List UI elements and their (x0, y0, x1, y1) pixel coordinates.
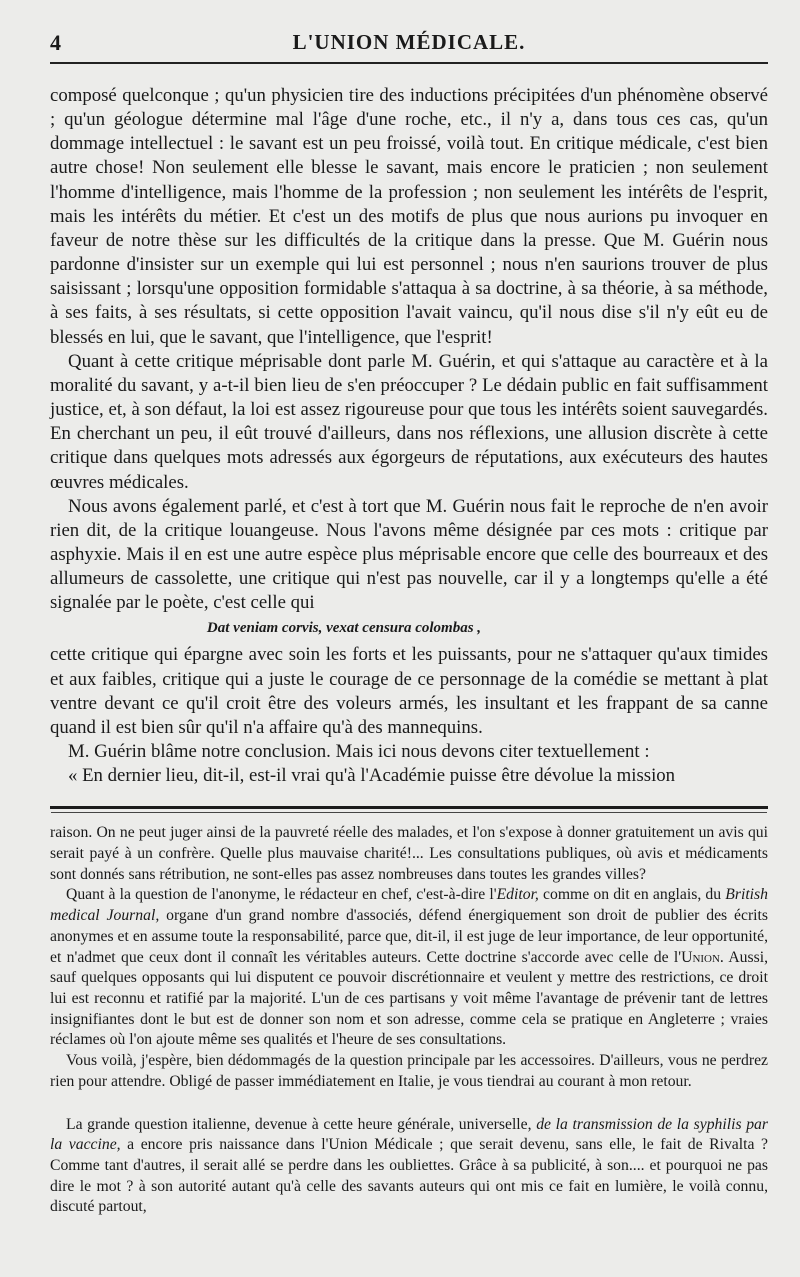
latin-quotation: Dat veniam corvis, vexat censura colombas , (206, 620, 482, 637)
page-header (50, 22, 768, 64)
feuilleton-p2-text-d: Aussi, sauf quelques opposants qui lui disputent ce pouvoir discrétionnaire et veulent y mettre des restrictions, ce droit lui est reconnu et ratifié par la majorité. L'un de ces partisans y voit même l'avantage de prévenir tant de lettres insignifiantes dont le but est de donner son nom et son adresse, comme cela se pratique en Angleterre ; vraies réclames où l'on ajoute même ses qualités et l'heure de ses consultations. (50, 948, 769, 1049)
article-paragraph-2: Quant à cette critique méprisable dont parle M. Guérin, et qui s'attaque au caractère et à la moralité du savant, y a-t-il bien lieu de s'en préoccuper ? Le dédain public en fait suffisamment justice, et, à son défaut, la loi est assez rigoureuse pour que tous les intérêts soient sauvegardés. En cherchant un peu, il eût trouvé d'ailleurs, dans nos réflexions, une allusion discrète à cette critique dans quelques mots adressés aux égorgeurs de réputations, aux exécuteurs des hautes œuvres médicales. (50, 350, 768, 493)
feuilleton-divider (50, 806, 768, 809)
closing-text-a: La grande question italienne, devenue à cette heure générale, universelle, (66, 1115, 537, 1133)
editor-term: Editor, (496, 886, 539, 904)
bmj-title: British medical Journal, (50, 886, 768, 925)
section-gap (50, 1093, 768, 1115)
feuilleton-paragraph-1: raison. On ne peut juger ainsi de la pauvreté réelle des malades, et l'on s'expose à donner gratuitement un avis qui serait payé à un confrère. Quelle plus mauvaise charité!... Les consultations publiques, où avis et médicaments sont donnés sans rétribution, ne sont-elles pas assez nombreuses dans toutes les grandes villes? (50, 824, 768, 883)
closing-paragraph (50, 1115, 768, 1219)
article-paragraph-6: « En dernier lieu, dit-il, est-il vrai qu'à l'Académie puisse être dévolue la mission (68, 765, 676, 787)
feuilleton-paragraph-3: Vous voilà, j'espère, bien dédommagés de la question principale par les accessoires. D'ailleurs, vous ne perdrez rien pour attendre. Obligé de passer immédiatement en Italie, je vous tiendrai au courant à mon retour. (50, 1052, 768, 1090)
article-paragraph-1: composé quelconque ; qu'un physicien tire des inductions précipitées d'un phénomène observé ; qu'un géologue détermine mal l'âge d'une roche, etc., il n'y a, dans tous ces cas, qu'un dommage intellectuel : le savant est un peu froissé, voilà tout. En critique médicale, c'est bien autre chose! Non seulement elle blesse le savant, mais encore le praticien ; non seulement l'homme d'intelligence, mais l'homme de la profession ; non seulement les intérêts de l'esprit, mais les intérêts du métier. Et c'est un des motifs de plus que nous aurions pu invoquer en faveur de notre thèse sur les difficultés de la critique dans la presse. Que M. Guérin nous pardonne d'insister sur un exemple qui lui est personnel ; nous n'en saurions trouver de plus saisissant ; lorsqu'une opposition formidable s'attaqua à sa doctrine, à sa théorie, à sa méthode, à ses faits, à ses résultats, si cette opposition l'avait vaincu, qu'il nous dise s'il n'y eût eu de blessés en lui, que le savant, que l'intelligence, que l'esprit! (50, 85, 768, 348)
closing-text-c: ; que serait devenu, sans elle, le fait de Rivalta ? Comme tant d'autres, il serait allé se perdre dans les oubliettes. Grâce à sa publicité, à son.... et pourquoi ne pas dire le mot ? à son autorité autant qu'à celle des savants auteurs qui ont mis ce fait en lumière, le voilà connu, discuté partout, (50, 1136, 768, 1216)
running-title: L'UNION MÉDICALE. (292, 30, 526, 54)
closing-italic-phrase: de la transmission de la syphilis par la vaccine, (50, 1115, 768, 1154)
feuilleton-section (50, 823, 768, 1092)
feuilleton-p2-text-a: Quant à la question de l'anonyme, le rédacteur en chef, c'est-à-dire l' (66, 886, 497, 904)
closing-text-b: a encore pris naissance dans l' (120, 1136, 329, 1154)
feuilleton-p2-text-b: comme on dit en anglais, du (538, 886, 726, 904)
feuilleton-paragraph-2 (50, 885, 768, 1051)
feuilleton-p2-text-c: organe d'un grand nombre d'associés, défend énergiquement son droit de publier des écrits anonymes et en assume toute la responsabilité, parce que, dit-il, il est juge de leur importance, de leur opportunité, et n'admet que ceux dont il connaît les véritables auteurs. Cette doctrine s'accorde avec celle de l' (50, 907, 768, 966)
closing-section (50, 1115, 768, 1219)
article-paragraph-3: Nous avons également parlé, et c'est à tort que M. Guérin nous fait le reproche de n'en avoir rien dit, de la critique louangeuse. Nous l'avons même désignée par ces mots : critique par asphyxie. Mais il en est une autre espèce plus méprisable encore que celle des bourreaux et des allumeurs de cassolette, une critique qui n'est pas nouvelle, car il y a longtemps qu'elle a été signalée par le poète, c'est celle qui (50, 495, 768, 614)
article-paragraph-5: M. Guérin blâme notre conclusion. Mais ici nous devons citer textuellement : (68, 741, 650, 763)
union-reference: Union. (681, 948, 724, 966)
main-article (50, 84, 768, 788)
union-medicale-reference: Union Médicale (328, 1136, 433, 1154)
article-paragraph-4: cette critique qui épargne avec soin les forts et les puissants, pour ne s'attaquer qu'aux timides et aux faibles, critique qui a juste le courage de ce personnage de la comédie se mettant à plat ventre devant ce qu'il croit être des voleurs armés, les insultant et les frappant de sa canne quand il est bien sûr qu'il n'a affaire qu'à des mannequins. (50, 644, 768, 738)
page-number: 4 (50, 30, 61, 55)
